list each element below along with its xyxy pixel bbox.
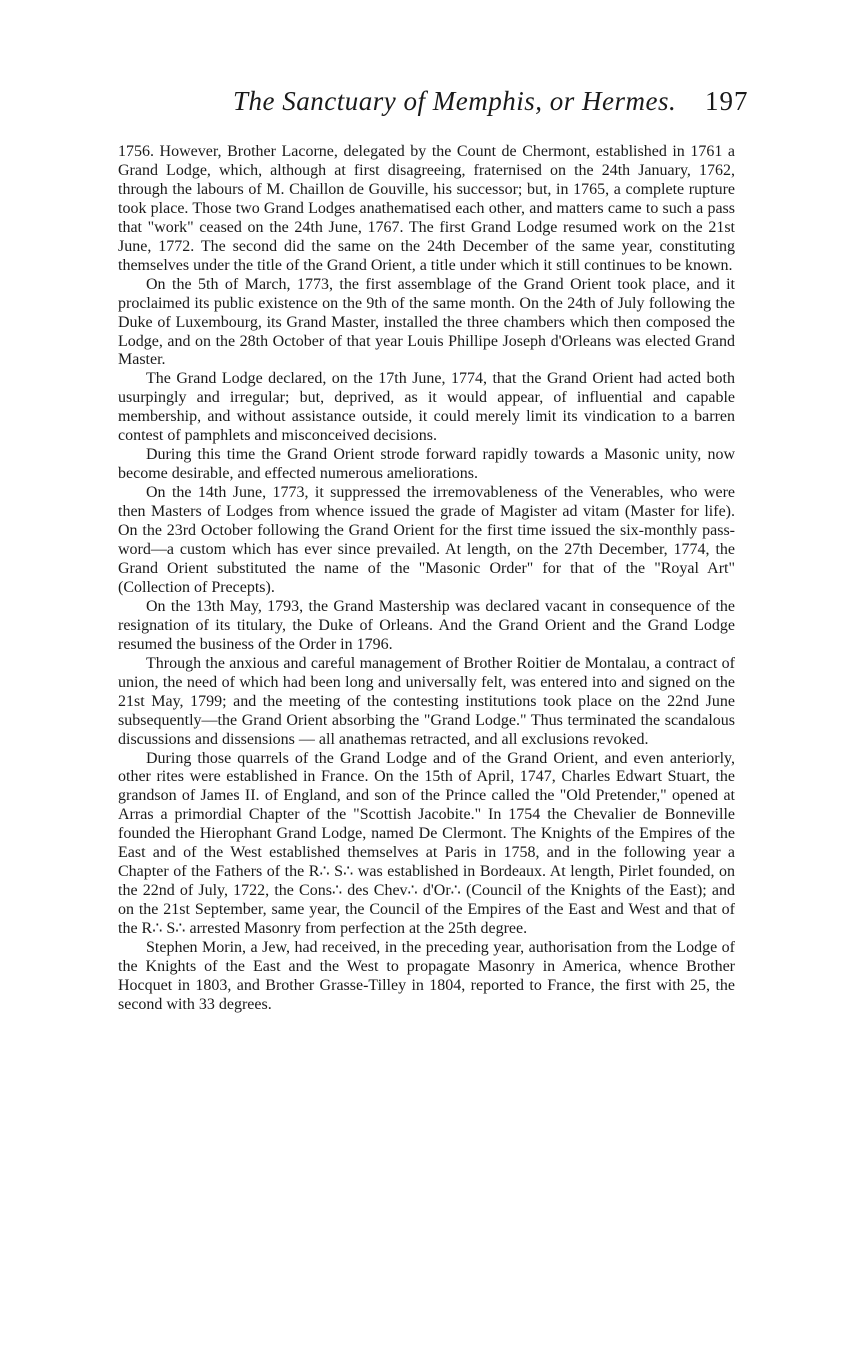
paragraph: On the 13th May, 1793, the Grand Mastership was declared vacant in consequence of the resignation of its titulary, the Duke of Orleans. And the Grand Orient and the Grand Lodge resumed the business of the Order in 1796.	[118, 597, 735, 653]
paragraph: On the 5th of March, 1773, the first assemblage of the Grand Orient took place, and it proclaimed its public existence on the 9th of the same month. On the 24th of July following the Duke of Luxembourg, its Grand Master, installed the three chambers which then composed the Lodge, and on the 28th October of that year Louis Phillipe Joseph d'Orleans was elected Grand Master.	[118, 275, 735, 369]
paragraph: 1756. However, Brother Lacorne, delegated by the Count de Chermont, established in 1761 a Grand Lodge, which, although at first disagreeing, fraternised on the 24th January, 1762, through the labours of M. Chaillon de Gouville, his successor; but, in 1765, a complete rupture took place. Those two Grand Lodges anathematised each other, and matters came to such a pass that "work" ceased on the 24th June, 1767. The first Grand Lodge resumed work on the 21st June, 1772. The second did the same on the 24th December of the same year, constituting themselves under the title of the Grand Orient, a title under which it still continues to be known.	[118, 143, 735, 274]
paragraph: The Grand Lodge declared, on the 17th June, 1774, that the Grand Orient had acted both usurpingly and irregular; but, deprived, as it would appear, of influential and capable membership, and without assistance outside, it could merely limit its vindication to a barren contest of pamphlets and misconceived decisions.	[118, 370, 735, 445]
running-title: The Sanctuary of Memphis, or Hermes.	[233, 86, 677, 116]
paragraph: On the 14th June, 1773, it suppressed the irremovableness of the Venerables, who were then Masters of Lodges from whence issued the grade of Magister ad vitam (Master for life). On the 23rd October following the Grand Orient for the first time issued the six-monthly pass-word—a custom which has ever since prevailed. At length, on the 27th December, 1774, the Grand Orient substituted the name of the "Masonic Order" for that of the "Royal Art" (Collection of Precepts).	[118, 484, 735, 596]
paragraph: During those quarrels of the Grand Lodge and of the Grand Orient, and even anteriorly, other rites were established in France. On the 15th of April, 1747, Charles Edwart Stuart, the grandson of James II. of England, and son of the Prince called the "Old Pretender," opened at Arras a primordial Chapter of the "Scottish Jacobite." In 1754 the Chevalier de Bonneville founded the Hierophant Grand Lodge, named De Clermont. The Knights of the Empires of the East and of the West established themselves at Paris in 1758, and in the following year a Chapter of the Fathers of the R∴ S∴ was established in Bordeaux. At length, Pirlet founded, on the 22nd of July, 1722, the Cons∴ des Chev∴ d'Or∴ (Council of the Knights of the East); and on the 21st September, same year, the Council of the Empires of the East and West and that of the R∴ S∴ arrested Masonry from perfection at the 25th degree.	[118, 749, 735, 938]
paragraph: During this time the Grand Orient strode forward rapidly towards a Masonic unity, now become desirable, and effected numerous ameliorations.	[118, 446, 735, 483]
body-text	[118, 143, 735, 1015]
page-number: 197	[705, 86, 749, 116]
paragraph: Through the anxious and careful management of Brother Roitier de Montalau, a contract of union, the need of which had been long and universally felt, was entered into and signed on the 21st May, 1799; and the meeting of the contesting institutions took place on the 22nd June subsequently—the Grand Orient absorbing the "Grand Lodge." Thus terminated the scandalous discussions and dissensions — all anathemas retracted, and all exclusions revoked.	[118, 654, 735, 748]
paragraph: Stephen Morin, a Jew, had received, in the preceding year, authorisation from the Lodge of the Knights of the East and the West to propagate Masonry in America, whence Brother Hocquet in 1803, and Brother Grasse-Tilley in 1804, reported to France, the first with 25, the second with 33 degrees.	[118, 939, 735, 1013]
